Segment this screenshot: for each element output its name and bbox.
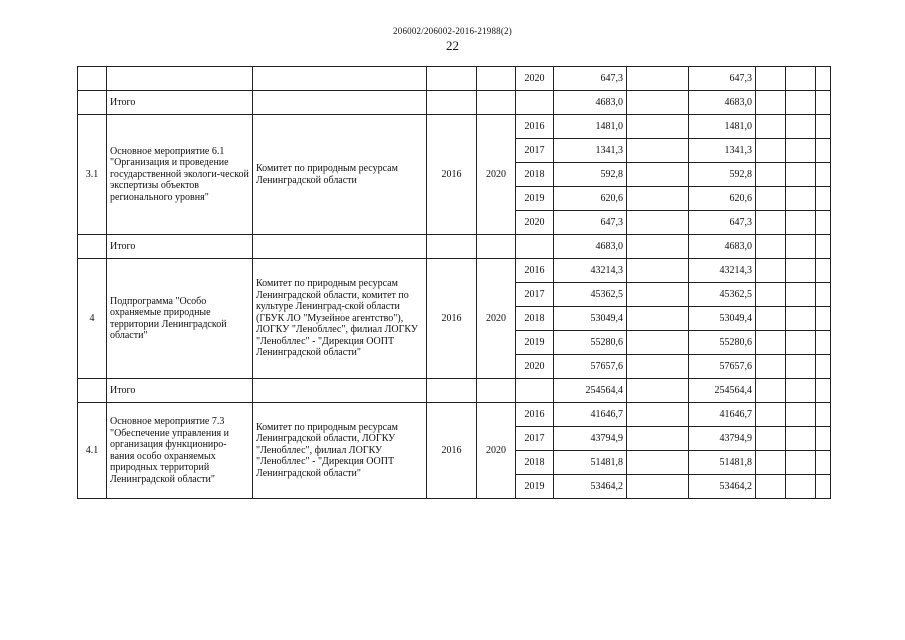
regional-cell: 1341,3 [689,139,756,163]
regional-cell: 647,3 [689,67,756,91]
year-cell: 2020 [516,67,554,91]
start-year: 2016 [427,115,477,235]
cell [786,355,816,379]
cell [756,67,786,91]
total-cell: 51481,8 [554,451,627,475]
cell [427,235,477,259]
total-cell: 647,3 [554,67,627,91]
total-cell: 57657,6 [554,355,627,379]
cell [627,235,689,259]
cell [786,211,816,235]
year-cell: 2016 [516,115,554,139]
row-number: 3.1 [78,115,107,235]
cell [756,91,786,115]
regional-cell: 53464,2 [689,475,756,499]
cell [786,427,816,451]
cell [627,403,689,427]
cell [627,67,689,91]
cell [816,379,831,403]
cell [816,331,831,355]
regional-cell: 57657,6 [689,355,756,379]
cell [78,379,107,403]
table-row [78,403,831,427]
cell [627,451,689,475]
cell [816,163,831,187]
year-cell: 2017 [516,427,554,451]
cell [756,427,786,451]
cell [816,115,831,139]
total-cell: 43794,9 [554,427,627,451]
cell [786,67,816,91]
cell [786,403,816,427]
cell [627,331,689,355]
executor: Комитет по природным ресурсам Ленинградской области, ЛОГКУ "Ленобллес", филиал ЛОГКУ "Ленобллес" - "Дирекция ООПТ Ленинградской области" [253,403,427,499]
year-cell: 2018 [516,451,554,475]
activity-name: Подпрограмма "Особо охраняемые природные территории Ленинградской области" [107,259,253,379]
cell [756,115,786,139]
regional-cell: 4683,0 [689,91,756,115]
year-cell: 2016 [516,259,554,283]
cell [816,451,831,475]
cell [253,91,427,115]
cell [786,307,816,331]
total-cell: 53049,4 [554,307,627,331]
year-cell: 2019 [516,331,554,355]
cell [816,475,831,499]
cell [627,355,689,379]
cell [477,91,516,115]
cell [627,283,689,307]
cell [107,67,253,91]
cell [756,283,786,307]
end-year: 2020 [477,259,516,379]
table-row-itogo [78,235,831,259]
program-table [77,66,831,499]
cell [786,187,816,211]
cell [756,331,786,355]
cell [786,235,816,259]
cell [516,91,554,115]
cell [816,259,831,283]
total-cell: 41646,7 [554,403,627,427]
cell [816,139,831,163]
executor: Комитет по природным ресурсам Ленинградской области, комитет по культуре Ленинград-ской области (ГБУК ЛО "Музейное агентство"), ЛОГКУ "Ленобллес", филиал ЛОГКУ "Ленобллес" - "Дирекция ООПТ Ленинградской области" [253,259,427,379]
page-number: 22 [446,38,459,53]
cell [78,91,107,115]
activity-name: Основное мероприятие 7.3 "Обеспечение управления и организация функциониро-вания особо охраняемых природных территорий Ленинградской области" [107,403,253,499]
cell [786,91,816,115]
total-cell: 647,3 [554,211,627,235]
cell [627,211,689,235]
cell [627,475,689,499]
cell [78,67,107,91]
document-id: 206002/206002-2016-21988(2) [393,26,512,36]
cell [627,187,689,211]
regional-cell: 254564,4 [689,379,756,403]
regional-cell: 41646,7 [689,403,756,427]
table-row-itogo [78,91,831,115]
cell [756,451,786,475]
cell [786,331,816,355]
cell [427,379,477,403]
total-cell: 592,8 [554,163,627,187]
regional-cell: 43794,9 [689,427,756,451]
itogo-label: Итого [107,235,253,259]
year-cell: 2020 [516,355,554,379]
cell [516,379,554,403]
cell [816,91,831,115]
total-cell: 4683,0 [554,91,627,115]
year-cell: 2017 [516,283,554,307]
regional-cell: 45362,5 [689,283,756,307]
end-year: 2020 [477,115,516,235]
cell [756,139,786,163]
total-cell: 55280,6 [554,331,627,355]
cell [756,163,786,187]
year-cell: 2018 [516,307,554,331]
regional-cell: 647,3 [689,211,756,235]
table-row [78,67,831,91]
cell [627,115,689,139]
activity-name: Основное мероприятие 6.1 "Организация и проведение государственной экологи-ческой экспертизы объектов регионального уровня" [107,115,253,235]
table-row-itogo [78,379,831,403]
regional-cell: 4683,0 [689,235,756,259]
cell [816,235,831,259]
cell [627,259,689,283]
end-year: 2020 [477,403,516,499]
table-row [78,259,831,283]
regional-cell: 1481,0 [689,115,756,139]
cell [627,163,689,187]
regional-cell: 592,8 [689,163,756,187]
total-cell: 254564,4 [554,379,627,403]
cell [627,91,689,115]
cell [816,355,831,379]
cell [253,379,427,403]
cell [756,475,786,499]
year-cell: 2018 [516,163,554,187]
cell [816,67,831,91]
cell [816,283,831,307]
regional-cell: 620,6 [689,187,756,211]
total-cell: 43214,3 [554,259,627,283]
cell [756,187,786,211]
itogo-label: Итого [107,91,253,115]
cell [756,259,786,283]
total-cell: 1481,0 [554,115,627,139]
cell [756,355,786,379]
table-row [78,115,831,139]
cell [756,211,786,235]
cell [786,115,816,139]
regional-cell: 55280,6 [689,331,756,355]
cell [816,307,831,331]
cell [756,403,786,427]
row-number: 4 [78,259,107,379]
cell [627,307,689,331]
cell [477,379,516,403]
cell [627,379,689,403]
cell [516,235,554,259]
cell [786,379,816,403]
regional-cell: 51481,8 [689,451,756,475]
cell [427,91,477,115]
cell [253,235,427,259]
cell [627,139,689,163]
cell [253,67,427,91]
year-cell: 2016 [516,403,554,427]
cell [786,139,816,163]
total-cell: 53464,2 [554,475,627,499]
itogo-label: Итого [107,379,253,403]
cell [786,451,816,475]
start-year: 2016 [427,403,477,499]
cell [816,211,831,235]
cell [756,307,786,331]
cell [786,259,816,283]
cell [756,379,786,403]
cell [756,235,786,259]
total-cell: 620,6 [554,187,627,211]
regional-cell: 53049,4 [689,307,756,331]
cell [786,163,816,187]
cell [427,67,477,91]
executor: Комитет по природным ресурсам Ленинградской области [253,115,427,235]
cell [477,235,516,259]
total-cell: 45362,5 [554,283,627,307]
cell [627,427,689,451]
row-number: 4.1 [78,403,107,499]
year-cell: 2017 [516,139,554,163]
cell [477,67,516,91]
cell [816,403,831,427]
cell [78,235,107,259]
regional-cell: 43214,3 [689,259,756,283]
cell [816,427,831,451]
year-cell: 2019 [516,187,554,211]
cell [786,475,816,499]
start-year: 2016 [427,259,477,379]
cell [816,187,831,211]
year-cell: 2020 [516,211,554,235]
cell [786,283,816,307]
total-cell: 1341,3 [554,139,627,163]
year-cell: 2019 [516,475,554,499]
total-cell: 4683,0 [554,235,627,259]
